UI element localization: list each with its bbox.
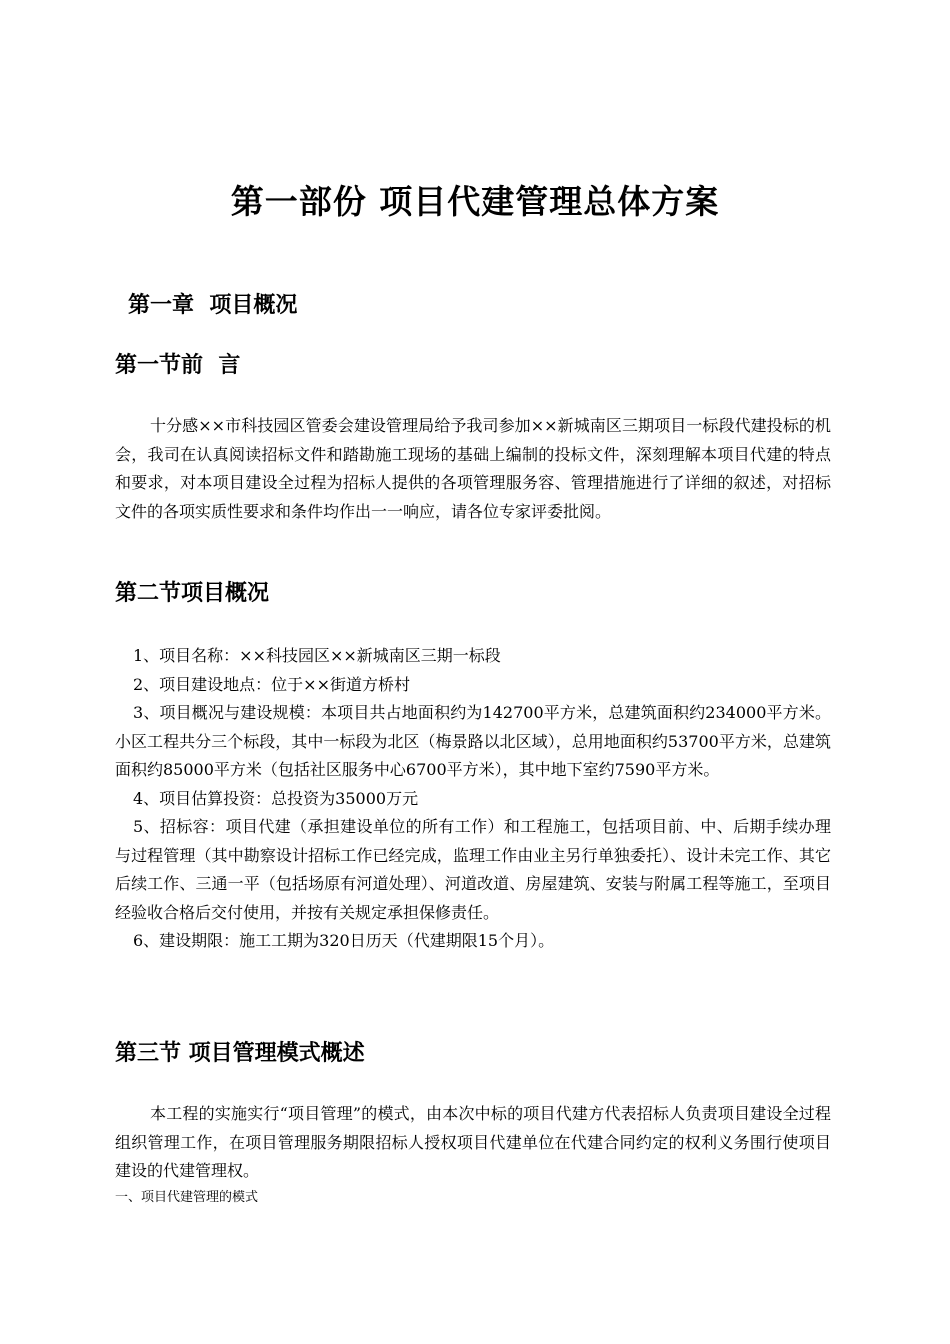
document-title: 第一部份 项目代建管理总体方案 — [230, 182, 720, 221]
list-item: 1、项目名称：××科技园区××新城南区三期一标段 — [133, 646, 501, 665]
management-mode-paragraph: 本工程的实施实行“项目管理”的模式，由本次中标的项目代建方代表招标人负责项目建设全过程组织管理工作，在项目管理服务期限招标人授权项目代建单位在代建合同约定的权利义务围行使项目建设的代建管理权。 — [115, 1104, 831, 1180]
preface-paragraph: 十分感××市科技园区管委会建设管理局给予我司参加××新城南区三期项目一标段代建投标的机会，我司在认真阅读招标文件和踏勘施工现场的基础上编制的投标文件，深刻理解本项目代建的特点和要求，对本项目建设全过程为招标人提供的各项管理服务容、管理措施进行了详细的叙述，对招标文件的各项实质性要求和条件均作出一一响应，请各位专家评委批阅。 — [115, 416, 831, 521]
list-item: 2、项目建设地点：位于××街道方桥村 — [133, 674, 410, 694]
list-item: 6、建设期限：施工工期为320日历天（代建期限15个月）。 — [133, 931, 555, 950]
chapter-title: 第一章 项目概况 — [128, 293, 298, 318]
list-item: 5、招标容：项目代建（承担建设单位的所有工作）和工程施工，包括项目前、中、后期手续办理与过程管理（其中勘察设计招标工作已经完成，监理工作由业主另行单独委托）、设计未完工作、其它后续工作、三通一平（包括场原有河道处理）、河道改道、房屋建筑、安装与附属工程等施工，至项目经验收合格后交付使用，并按有关规定承担保修责任。 — [115, 817, 831, 922]
section-heading-preface: 第一节前 言 — [115, 353, 241, 378]
section-heading-management-mode: 第三节 项目管理模式概述 — [115, 1041, 365, 1066]
section-heading-overview: 第二节项目概况 — [115, 581, 270, 606]
subheading-management-mode: 一、项目代建管理的模式 — [115, 1190, 259, 1205]
project-overview-list — [115, 642, 831, 956]
list-item: 4、项目估算投资：总投资为35000万元 — [133, 788, 419, 808]
list-item: 3、项目概况与建设规模：本项目共占地面积约为142700平方米，总建筑面积约234000平方米。小区工程共分三个标段，其中一标段为北区（梅景路以北区域），总用地面积约53700平方米，总建筑面积约85000平方米（包括社区服务中心6700平方米），其中地下室约7590平方米。 — [115, 703, 831, 779]
